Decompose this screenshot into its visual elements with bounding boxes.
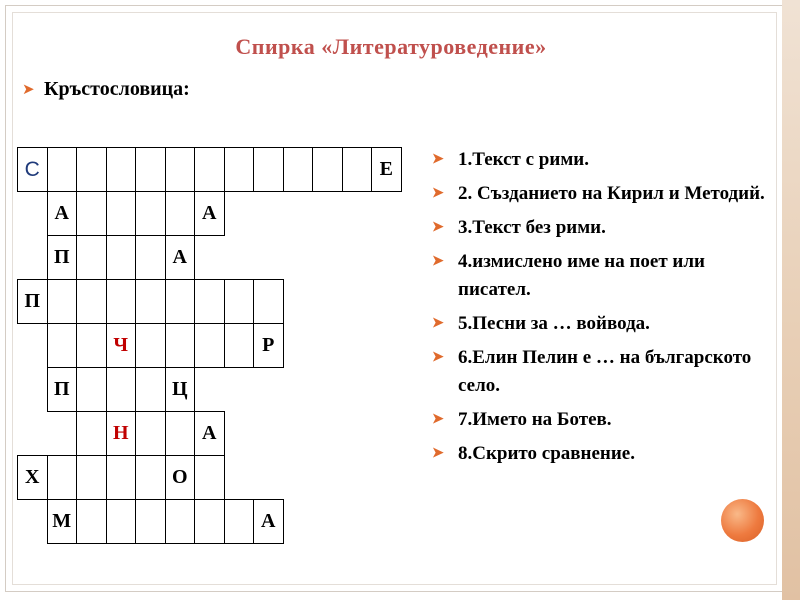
crossword-cell[interactable] <box>165 412 195 456</box>
crossword-cell[interactable] <box>136 236 166 280</box>
orange-circle-decoration <box>721 499 764 542</box>
crossword-cell[interactable]: А <box>47 192 77 236</box>
crossword-cell[interactable] <box>165 280 195 324</box>
crossword-empty-cell <box>254 456 284 500</box>
crossword-cell[interactable]: П <box>47 236 77 280</box>
clue-list <box>432 146 772 474</box>
crossword-cell[interactable] <box>254 280 284 324</box>
crossword-cell[interactable]: А <box>195 412 225 456</box>
crossword-cell[interactable] <box>106 192 136 236</box>
crossword-cell[interactable] <box>224 500 254 544</box>
crossword-empty-cell <box>342 236 372 280</box>
crossword-empty-cell <box>372 412 402 456</box>
crossword-cell[interactable] <box>77 324 107 368</box>
crossword-empty-cell <box>283 280 313 324</box>
crossword-empty-cell <box>254 236 284 280</box>
clue-text: 7.Името на Ботев. <box>458 409 612 430</box>
crossword-cell[interactable] <box>136 368 166 412</box>
clue-item <box>432 214 772 242</box>
orange-arrow-bullet-icon: ➤ <box>432 446 444 461</box>
clue-text: 8.Скрито сравнение. <box>458 443 635 464</box>
crossword-empty-cell <box>313 500 343 544</box>
clue-text: 1.Текст с рими. <box>458 149 589 170</box>
crossword-cell[interactable] <box>47 324 77 368</box>
crossword-empty-cell <box>254 368 284 412</box>
crossword-cell[interactable] <box>224 324 254 368</box>
crossword-empty-cell <box>224 412 254 456</box>
crossword-cell[interactable] <box>106 500 136 544</box>
crossword-cell[interactable] <box>136 324 166 368</box>
crossword-cell[interactable]: О <box>165 456 195 500</box>
crossword-cell[interactable] <box>77 192 107 236</box>
crossword-cell[interactable] <box>254 148 284 192</box>
crossword-cell[interactable] <box>77 456 107 500</box>
crossword-cell[interactable] <box>106 280 136 324</box>
crossword-empty-cell <box>313 280 343 324</box>
clue-text: 2. Създанието на Кирил и Методий. <box>458 183 765 204</box>
crossword-empty-cell <box>342 192 372 236</box>
crossword-cell[interactable]: А <box>165 236 195 280</box>
crossword-cell[interactable] <box>77 412 107 456</box>
orange-arrow-bullet-icon: ➤ <box>432 220 444 235</box>
clue-text: 5.Песни за … войвода. <box>458 313 650 334</box>
clue-text: 3.Текст без рими. <box>458 217 606 238</box>
crossword-empty-cell <box>283 236 313 280</box>
crossword-cell[interactable] <box>195 280 225 324</box>
crossword-row <box>18 412 402 456</box>
crossword-empty-cell <box>313 456 343 500</box>
crossword-empty-cell <box>342 500 372 544</box>
crossword-row <box>18 500 402 544</box>
crossword-empty-cell <box>254 412 284 456</box>
crossword-cell[interactable] <box>195 148 225 192</box>
crossword-cell[interactable] <box>47 280 77 324</box>
crossword-cell[interactable] <box>136 280 166 324</box>
clue-item <box>432 146 772 174</box>
crossword-empty-cell <box>372 456 402 500</box>
crossword-row <box>18 456 402 500</box>
crossword-cell[interactable] <box>283 148 313 192</box>
crossword-cell[interactable] <box>136 148 166 192</box>
orange-arrow-bullet-icon: ➤ <box>22 82 35 98</box>
crossword-empty-cell <box>313 236 343 280</box>
crossword-cell[interactable] <box>195 500 225 544</box>
crossword-empty-cell <box>372 192 402 236</box>
crossword-cell[interactable] <box>195 324 225 368</box>
slide-title: Спирка «Литературоведение» <box>235 34 547 59</box>
crossword-row <box>18 324 402 368</box>
crossword-cell[interactable] <box>47 456 77 500</box>
crossword-empty-cell <box>342 412 372 456</box>
clue-item <box>432 310 772 338</box>
crossword-empty-cell <box>283 368 313 412</box>
crossword-cell[interactable] <box>77 236 107 280</box>
orange-arrow-bullet-icon: ➤ <box>432 186 444 201</box>
crossword-empty-cell <box>283 412 313 456</box>
crossword-row <box>18 236 402 280</box>
clue-item <box>432 440 772 468</box>
side-decoration-bar <box>782 0 800 600</box>
crossword-empty-cell <box>283 456 313 500</box>
crossword-empty-cell <box>18 368 48 412</box>
crossword-empty-cell <box>313 192 343 236</box>
crossword-empty-cell <box>254 192 284 236</box>
crossword-empty-cell <box>342 368 372 412</box>
crossword-cell[interactable] <box>106 368 136 412</box>
crossword-cell[interactable]: Ц <box>165 368 195 412</box>
crossword-empty-cell <box>18 500 48 544</box>
crossword-empty-cell <box>283 192 313 236</box>
crossword-empty-cell <box>342 324 372 368</box>
crossword-cell[interactable]: П <box>18 280 48 324</box>
crossword-empty-cell <box>342 280 372 324</box>
clue-text: 4.измислено име на поет или писател. <box>458 251 705 300</box>
clue-text: 6.Елин Пелин е … на българското село. <box>458 347 752 396</box>
clue-item <box>432 180 772 208</box>
crossword-empty-cell <box>47 412 77 456</box>
crossword-cell[interactable]: Н <box>106 412 136 456</box>
clue-item <box>432 248 772 304</box>
crossword-cell[interactable] <box>165 192 195 236</box>
crossword-cell[interactable]: А <box>254 500 284 544</box>
crossword-cell[interactable] <box>342 148 372 192</box>
crossword-empty-cell <box>372 280 402 324</box>
crossword-cell[interactable]: Х <box>18 456 48 500</box>
crossword-cell[interactable] <box>313 148 343 192</box>
crossword-empty-cell <box>195 368 225 412</box>
crossword-row <box>18 280 402 324</box>
crossword-cell[interactable] <box>165 324 195 368</box>
crossword-cell[interactable]: Р <box>254 324 284 368</box>
crossword-cell[interactable] <box>106 148 136 192</box>
crossword-empty-cell <box>283 500 313 544</box>
crossword-empty-cell <box>283 324 313 368</box>
crossword-empty-cell <box>313 412 343 456</box>
crossword-cell[interactable]: Ч <box>106 324 136 368</box>
orange-arrow-bullet-icon: ➤ <box>432 350 444 365</box>
crossword-empty-cell <box>342 456 372 500</box>
intro-text: Кръстословица: <box>44 78 190 100</box>
crossword-empty-cell <box>224 236 254 280</box>
crossword-cell[interactable] <box>136 456 166 500</box>
orange-arrow-bullet-icon: ➤ <box>432 152 444 167</box>
crossword-cell[interactable] <box>165 500 195 544</box>
crossword-cell[interactable] <box>136 192 166 236</box>
crossword-cell[interactable] <box>136 500 166 544</box>
crossword-row <box>18 192 402 236</box>
intro-line <box>22 78 190 101</box>
crossword-cell[interactable] <box>106 236 136 280</box>
clue-item <box>432 344 772 400</box>
crossword-grid <box>17 147 402 544</box>
crossword-empty-cell <box>224 368 254 412</box>
clue-item <box>432 406 772 434</box>
crossword-empty-cell <box>372 500 402 544</box>
crossword-cell[interactable] <box>77 500 107 544</box>
crossword-empty-cell <box>18 192 48 236</box>
crossword-empty-cell <box>313 368 343 412</box>
crossword-empty-cell <box>313 324 343 368</box>
crossword-cell[interactable]: А <box>195 192 225 236</box>
crossword-cell[interactable]: М <box>47 500 77 544</box>
crossword-empty-cell <box>195 236 225 280</box>
crossword-cell[interactable] <box>224 148 254 192</box>
crossword-cell[interactable]: С <box>18 148 48 192</box>
crossword-cell[interactable] <box>77 148 107 192</box>
crossword-cell[interactable] <box>165 148 195 192</box>
crossword-cell[interactable] <box>47 148 77 192</box>
orange-arrow-bullet-icon: ➤ <box>432 412 444 427</box>
crossword-cell[interactable] <box>136 412 166 456</box>
crossword-cell[interactable]: П <box>47 368 77 412</box>
crossword-empty-cell <box>372 236 402 280</box>
crossword-empty-cell <box>224 192 254 236</box>
crossword-empty-cell <box>224 456 254 500</box>
orange-arrow-bullet-icon: ➤ <box>432 316 444 331</box>
crossword-cell[interactable] <box>224 280 254 324</box>
crossword-empty-cell <box>18 236 48 280</box>
crossword-row <box>18 148 402 192</box>
crossword-cell[interactable] <box>106 456 136 500</box>
crossword-cell[interactable] <box>195 456 225 500</box>
crossword-cell[interactable]: Е <box>372 148 402 192</box>
crossword-empty-cell <box>18 324 48 368</box>
orange-arrow-bullet-icon: ➤ <box>432 254 444 269</box>
crossword-empty-cell <box>18 412 48 456</box>
crossword-row <box>18 368 402 412</box>
crossword-empty-cell <box>372 324 402 368</box>
crossword-cell[interactable] <box>77 368 107 412</box>
crossword-empty-cell <box>372 368 402 412</box>
crossword-cell[interactable] <box>77 280 107 324</box>
